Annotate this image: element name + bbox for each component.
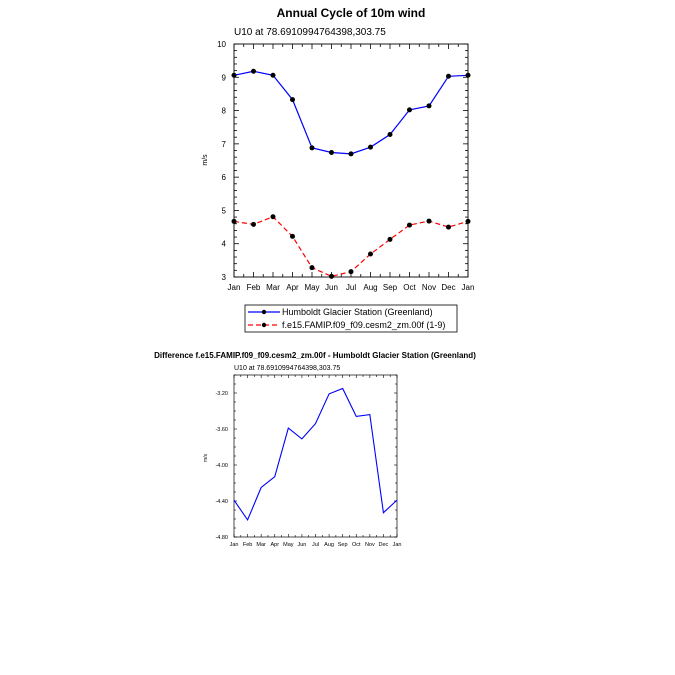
- y-tick-label: 9: [221, 73, 226, 83]
- series-point-0: [368, 145, 373, 150]
- series-line-0: [234, 71, 468, 154]
- x-tick-label: Mar: [266, 283, 280, 292]
- series-point-1: [251, 222, 256, 227]
- series-point-1: [388, 237, 393, 242]
- y-tick-label: -4.00: [215, 463, 228, 469]
- y-tick-label: 8: [221, 106, 226, 116]
- series-point-1: [329, 274, 334, 279]
- series-point-0: [446, 74, 451, 79]
- x-tick-label: May: [304, 283, 320, 292]
- x-tick-label: Jul: [345, 283, 357, 292]
- x-tick-label: Jan: [227, 283, 241, 292]
- legend-marker-model: [262, 323, 266, 327]
- series-point-0: [310, 145, 315, 150]
- chart1-axes: [217, 40, 474, 292]
- x-tick-label: Apr: [270, 542, 280, 548]
- series-point-1: [446, 225, 451, 230]
- series-point-1: [427, 219, 432, 224]
- chart2-title: Difference f.e15.FAMIP.f09_f09.cesm2_zm.00f - Humboldt Glacier Station (Greenland): [154, 351, 476, 360]
- chart2-y-axis-label: m/s: [203, 453, 209, 463]
- y-tick-label: -4.40: [215, 499, 228, 505]
- series-point-0: [251, 69, 256, 74]
- series-point-1: [271, 214, 276, 219]
- series-point-1: [349, 269, 354, 274]
- series-point-0: [349, 151, 354, 156]
- x-tick-label: Nov: [364, 542, 375, 548]
- annual-cycle-chart: [202, 6, 474, 332]
- x-tick-label: Oct: [403, 283, 416, 292]
- series-point-1: [290, 234, 295, 239]
- legend-marker-station: [262, 310, 266, 314]
- chart1-y-axis-label: m/s: [202, 154, 209, 166]
- series-point-0: [388, 132, 393, 137]
- chart1-title: Annual Cycle of 10m wind: [276, 6, 426, 20]
- series-point-0: [466, 73, 471, 78]
- y-tick-label: -4.80: [215, 535, 228, 541]
- series-line-0: [234, 389, 397, 520]
- x-tick-label: Sep: [337, 542, 348, 548]
- series-point-1: [368, 252, 373, 257]
- series-point-0: [427, 103, 432, 108]
- series-point-0: [271, 73, 276, 78]
- x-tick-label: Dec: [441, 283, 456, 292]
- x-tick-label: Jan: [392, 542, 402, 548]
- series-point-0: [407, 107, 412, 112]
- legend-label-model: f.e15.FAMIP.f09_f09.cesm2_zm.00f (1-9): [282, 320, 446, 330]
- x-tick-label: Mar: [256, 542, 266, 548]
- x-tick-label: Apr: [286, 283, 299, 292]
- y-tick-label: -3.20: [215, 391, 228, 397]
- x-tick-label: Nov: [421, 283, 437, 292]
- x-tick-label: Aug: [363, 283, 378, 292]
- x-tick-label: May: [283, 542, 294, 548]
- chart2-subtitle: U10 at 78.6910994764398,303.75: [234, 365, 341, 372]
- chart1-legend: [245, 305, 457, 332]
- legend-label-station: Humboldt Glacier Station (Greenland): [282, 307, 433, 317]
- y-tick-label: 6: [221, 173, 226, 183]
- plot-frame: [234, 44, 468, 277]
- x-tick-label: Feb: [246, 283, 261, 292]
- series-point-0: [290, 97, 295, 102]
- y-tick-label: 4: [221, 239, 226, 249]
- y-tick-label: -3.60: [215, 427, 228, 433]
- x-tick-label: Jan: [229, 542, 239, 548]
- series-line-1: [234, 217, 468, 277]
- series-point-1: [310, 265, 315, 270]
- y-tick-label: 5: [221, 206, 226, 216]
- x-tick-label: Jun: [297, 542, 307, 548]
- chart2-series: [234, 389, 397, 520]
- y-tick-label: 3: [221, 273, 226, 282]
- x-tick-label: Oct: [351, 542, 361, 548]
- chart1-subtitle: U10 at 78.6910994764398,303.75: [234, 27, 386, 38]
- series-point-0: [232, 73, 237, 78]
- series-point-1: [466, 219, 471, 224]
- series-point-0: [329, 150, 334, 155]
- y-tick-label: 10: [217, 40, 226, 49]
- chart2-axes: [215, 375, 401, 548]
- x-tick-label: Sep: [382, 283, 398, 292]
- x-tick-label: Jul: [311, 542, 320, 548]
- plot-frame: [234, 375, 397, 537]
- chart1-series: [232, 69, 471, 279]
- series-point-1: [232, 219, 237, 224]
- x-tick-label: Aug: [324, 542, 334, 548]
- x-tick-label: Jun: [325, 283, 338, 292]
- y-tick-label: 7: [221, 139, 226, 149]
- difference-chart: [154, 351, 476, 548]
- x-tick-label: Jan: [461, 283, 475, 292]
- x-tick-label: Dec: [378, 542, 389, 548]
- series-point-1: [407, 223, 412, 228]
- x-tick-label: Feb: [242, 542, 253, 548]
